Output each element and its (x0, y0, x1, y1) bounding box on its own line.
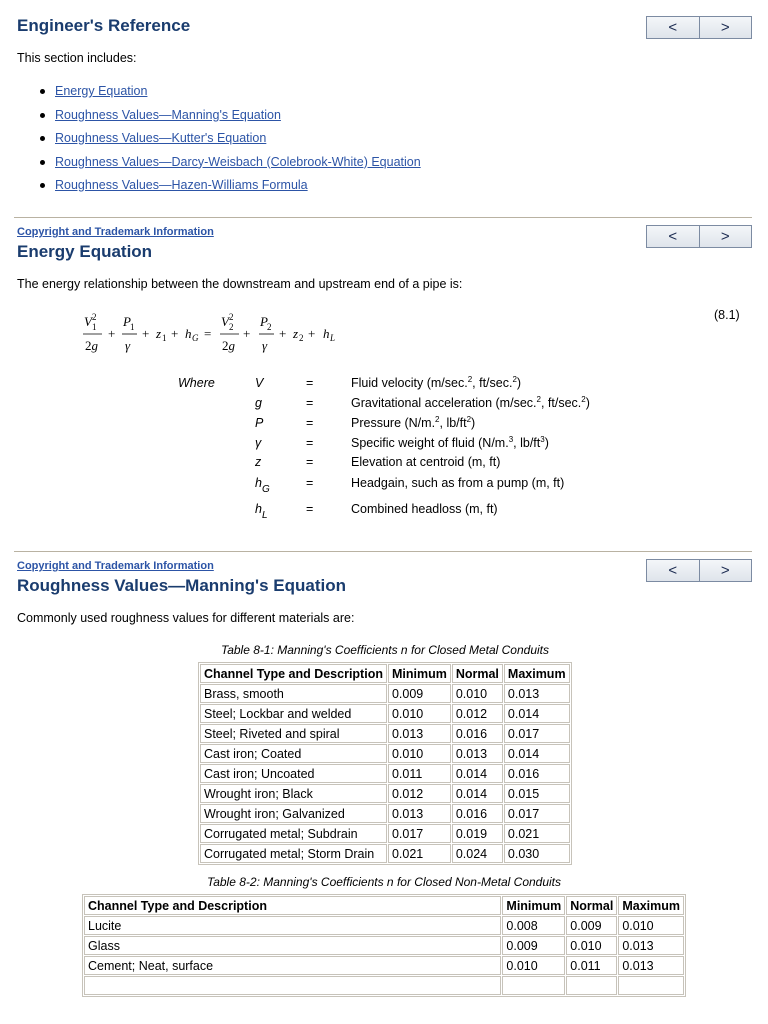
coefficient-cell: 0.013 (618, 956, 684, 975)
toc-item (38, 153, 421, 177)
energy-equation-title: Energy Equation (17, 242, 153, 261)
variable-subscript: G (261, 484, 270, 495)
toc-link-manning[interactable]: Roughness Values—Manning's Equation (55, 107, 281, 122)
equals-sign: = (306, 455, 314, 469)
coefficient-cell: 0.010 (618, 916, 684, 935)
coefficient-cell: 0.013 (504, 684, 570, 703)
description-text: Specific weight of fluid (N/m. (351, 436, 509, 450)
description-text: ) (471, 416, 476, 430)
coefficient-cell: 0.014 (504, 704, 570, 723)
channel-type-cell: Corrugated metal; Storm Drain (200, 844, 387, 863)
svg-text:1: 1 (92, 322, 97, 332)
coefficient-cell: 0.009 (388, 684, 451, 703)
svg-text:V: V (84, 314, 92, 329)
variable-description (351, 396, 590, 410)
equals-sign: = (306, 436, 314, 450)
svg-text:γ: γ (262, 338, 268, 353)
variable-symbol (255, 396, 262, 410)
table-row (84, 936, 684, 955)
coefficient-cell: 0.016 (504, 764, 570, 783)
nav-buttons (646, 16, 752, 39)
energy-equation-formula (82, 312, 352, 360)
coefficient-cell: 0.012 (388, 784, 451, 803)
where-label: Where (178, 376, 215, 390)
svg-text:z: z (293, 326, 299, 341)
empty-cell (502, 976, 565, 995)
unit-exponent: 2 (536, 395, 541, 404)
svg-text:γ: γ (125, 338, 131, 353)
table-caption: Table 8-2: Manning's Coefficients n for Closed Non-Metal Conduits (206, 875, 562, 889)
toc-link-energy-equation[interactable]: Energy Equation (55, 84, 148, 98)
svg-text:P: P (123, 314, 131, 329)
equals-sign: = (306, 476, 314, 490)
table-row (84, 916, 684, 935)
toc-item (38, 82, 421, 106)
previous-button[interactable]: < (668, 19, 678, 36)
unit-exponent: 2 (435, 415, 440, 424)
column-header: Normal (566, 896, 617, 915)
variable-description (351, 502, 498, 516)
svg-text:2: 2 (229, 322, 234, 332)
variable-symbol-text: h (255, 502, 262, 516)
description-text: , ft/sec. (472, 376, 513, 390)
toc-list (38, 82, 421, 200)
table-row (200, 744, 570, 763)
next-button[interactable]: > (699, 17, 752, 38)
unit-exponent: 2 (467, 375, 473, 384)
column-header: Channel Type and Description (84, 896, 501, 915)
variable-description (351, 476, 564, 490)
variable-description (351, 376, 521, 390)
column-header: Minimum (388, 664, 451, 683)
table-row (200, 804, 570, 823)
svg-text:+: + (171, 326, 179, 341)
svg-text:V: V (221, 314, 229, 329)
variable-symbol (255, 376, 263, 390)
svg-text:G: G (192, 333, 199, 343)
variable-description (351, 455, 500, 469)
svg-text:+: + (308, 326, 316, 341)
coefficient-cell: 0.010 (452, 684, 503, 703)
equals-sign: = (306, 396, 314, 410)
coefficient-cell: 0.013 (388, 804, 451, 823)
toc-link-hazen-williams[interactable]: Roughness Values—Hazen-Williams Formula (55, 178, 308, 192)
coefficient-cell: 0.017 (388, 824, 451, 843)
coefficient-cell: 0.008 (502, 916, 565, 935)
svg-text:2: 2 (299, 333, 304, 343)
channel-type-cell: Cement; Neat, surface (84, 956, 501, 975)
variable-symbol-text: h (255, 476, 262, 490)
description-text: ) (516, 376, 522, 390)
svg-text:2: 2 (267, 322, 272, 332)
description-text: , ft/sec. (540, 396, 582, 410)
table-row (200, 784, 570, 803)
copyright-link[interactable]: Copyright and Trademark Information (17, 226, 214, 238)
toc-link-kutter[interactable]: Roughness Values—Kutter's Equation (55, 131, 267, 145)
channel-type-cell: Cast iron; Uncoated (200, 764, 387, 783)
coefficient-cell: 0.010 (388, 704, 451, 723)
section-divider (14, 217, 752, 218)
page-title: Engineer's Reference (17, 16, 191, 35)
channel-type-cell: Corrugated metal; Subdrain (200, 824, 387, 843)
nav-buttons (646, 559, 752, 582)
variable-symbol-text: P (255, 416, 264, 430)
coefficient-cell: 0.017 (504, 724, 570, 743)
previous-button[interactable]: < (668, 228, 678, 245)
variable-description (351, 436, 549, 450)
coefficient-cell: 0.014 (452, 764, 503, 783)
variable-symbol-text: γ (255, 436, 262, 450)
table-row (200, 824, 570, 843)
svg-text:z: z (156, 326, 162, 341)
channel-type-cell: Brass, smooth (200, 684, 387, 703)
svg-text:1: 1 (162, 333, 167, 343)
coefficient-cell: 0.010 (502, 956, 565, 975)
unit-exponent: 2 (512, 375, 517, 384)
variable-symbol-text: V (255, 376, 264, 390)
next-button[interactable]: > (699, 226, 752, 247)
svg-text:2g: 2g (85, 338, 98, 353)
equals-sign: = (306, 416, 314, 430)
coefficient-cell: 0.015 (504, 784, 570, 803)
unit-exponent: 2 (581, 395, 586, 404)
column-header: Channel Type and Description (200, 664, 387, 683)
coefficient-cell: 0.024 (452, 844, 503, 863)
unit-exponent: 2 (466, 415, 472, 424)
coefficient-cell: 0.013 (388, 724, 451, 743)
description-text: ) (585, 396, 590, 410)
table-row (84, 956, 684, 975)
table-header-row (84, 896, 684, 915)
variable-symbol (255, 416, 263, 430)
coefficient-cell: 0.030 (504, 844, 570, 863)
channel-type-cell: Steel; Lockbar and welded (200, 704, 387, 723)
unit-exponent: 3 (540, 435, 545, 444)
description-text: , lb/ft (439, 416, 467, 430)
description-text: Headgain, such as from a pump (m, ft) (351, 476, 565, 490)
empty-cell (618, 976, 684, 995)
column-header: Minimum (502, 896, 565, 915)
svg-text:+: + (142, 326, 150, 341)
channel-type-cell: Cast iron; Coated (200, 744, 387, 763)
coefficient-cell: 0.009 (502, 936, 565, 955)
variable-symbol (255, 502, 268, 521)
variable-symbol-text: z (255, 455, 262, 469)
coefficient-cell: 0.011 (566, 956, 617, 975)
section-divider (14, 551, 752, 552)
coefficient-cell: 0.017 (504, 804, 570, 823)
coefficient-cell: 0.021 (388, 844, 451, 863)
channel-type-cell: Steel; Riveted and spiral (200, 724, 387, 743)
channel-type-cell: Glass (84, 936, 501, 955)
channel-type-cell: Lucite (84, 916, 501, 935)
manning-metal-table (198, 662, 572, 865)
section-intro: This section includes: (17, 51, 137, 65)
svg-text:h: h (185, 326, 192, 341)
table-row (200, 724, 570, 743)
energy-intro: The energy relationship between the downstream and upstream end of a pipe is: (17, 277, 463, 291)
table-header-row (200, 664, 570, 683)
column-header: Maximum (504, 664, 570, 683)
toc-item (38, 129, 421, 153)
variable-symbol (255, 455, 261, 469)
column-header: Maximum (618, 896, 684, 915)
svg-text:+: + (243, 326, 251, 341)
coefficient-cell: 0.016 (452, 724, 503, 743)
channel-type-cell: Wrought iron; Galvanized (200, 804, 387, 823)
coefficient-cell: 0.021 (504, 824, 570, 843)
svg-text:2: 2 (92, 312, 97, 322)
description-text: Fluid velocity (m/sec. (351, 376, 468, 390)
svg-text:1: 1 (130, 322, 135, 332)
variable-symbol (255, 436, 261, 450)
next-button[interactable]: > (699, 560, 752, 581)
equation-number: (8.1) (714, 308, 740, 322)
table-row (200, 764, 570, 783)
coefficient-cell: 0.010 (566, 936, 617, 955)
description-text: Elevation at centroid (m, ft) (351, 455, 501, 469)
coefficient-cell: 0.010 (388, 744, 451, 763)
table-row (200, 704, 570, 723)
svg-text:P: P (260, 314, 268, 329)
svg-text:+: + (108, 326, 116, 341)
empty-cell (566, 976, 617, 995)
description-text: , lb/ft (513, 436, 541, 450)
coefficient-cell: 0.013 (452, 744, 503, 763)
column-header: Normal (452, 664, 503, 683)
svg-text:=: = (204, 326, 212, 341)
manning-title: Roughness Values—Manning's Equation (17, 576, 346, 595)
table-row (200, 844, 570, 863)
coefficient-cell: 0.011 (388, 764, 451, 783)
variable-description (351, 416, 475, 430)
table-row (200, 684, 570, 703)
toc-item (38, 106, 421, 130)
manning-intro: Commonly used roughness values for different materials are: (17, 611, 355, 625)
table-row (84, 976, 684, 995)
equals-sign: = (306, 502, 314, 516)
previous-button[interactable]: < (668, 562, 678, 579)
unit-exponent: 3 (508, 435, 514, 444)
coefficient-cell: 0.012 (452, 704, 503, 723)
description-text: Pressure (N/m. (351, 416, 436, 430)
variable-symbol-text: g (255, 396, 262, 410)
svg-text:+: + (279, 326, 287, 341)
svg-text:h: h (323, 326, 330, 341)
empty-cell (84, 976, 501, 995)
svg-text:L: L (330, 333, 336, 343)
equals-sign: = (306, 376, 314, 390)
description-text: Combined headloss (m, ft) (351, 502, 498, 516)
svg-text:2g: 2g (222, 338, 235, 353)
coefficient-cell: 0.013 (618, 936, 684, 955)
coefficient-cell: 0.014 (504, 744, 570, 763)
coefficient-cell: 0.014 (452, 784, 503, 803)
channel-type-cell: Wrought iron; Black (200, 784, 387, 803)
variable-subscript: L (261, 510, 268, 521)
manning-nonmetal-table (82, 894, 686, 997)
toc-link-darcy-weisbach[interactable]: Roughness Values—Darcy-Weisbach (Colebrook-White) Equation (55, 154, 421, 169)
variable-symbol (255, 476, 270, 495)
coefficient-cell: 0.016 (452, 804, 503, 823)
coefficient-cell: 0.009 (566, 916, 617, 935)
coefficient-cell: 0.019 (452, 824, 503, 843)
toc-item (38, 176, 421, 200)
description-text: ) (544, 436, 549, 450)
nav-buttons (646, 225, 752, 248)
svg-text:2: 2 (229, 312, 234, 322)
description-text: Gravitational acceleration (m/sec. (351, 396, 537, 410)
copyright-link[interactable]: Copyright and Trademark Information (17, 560, 214, 572)
table-caption: Table 8-1: Manning's Coefficients n for Closed Metal Conduits (220, 643, 550, 657)
